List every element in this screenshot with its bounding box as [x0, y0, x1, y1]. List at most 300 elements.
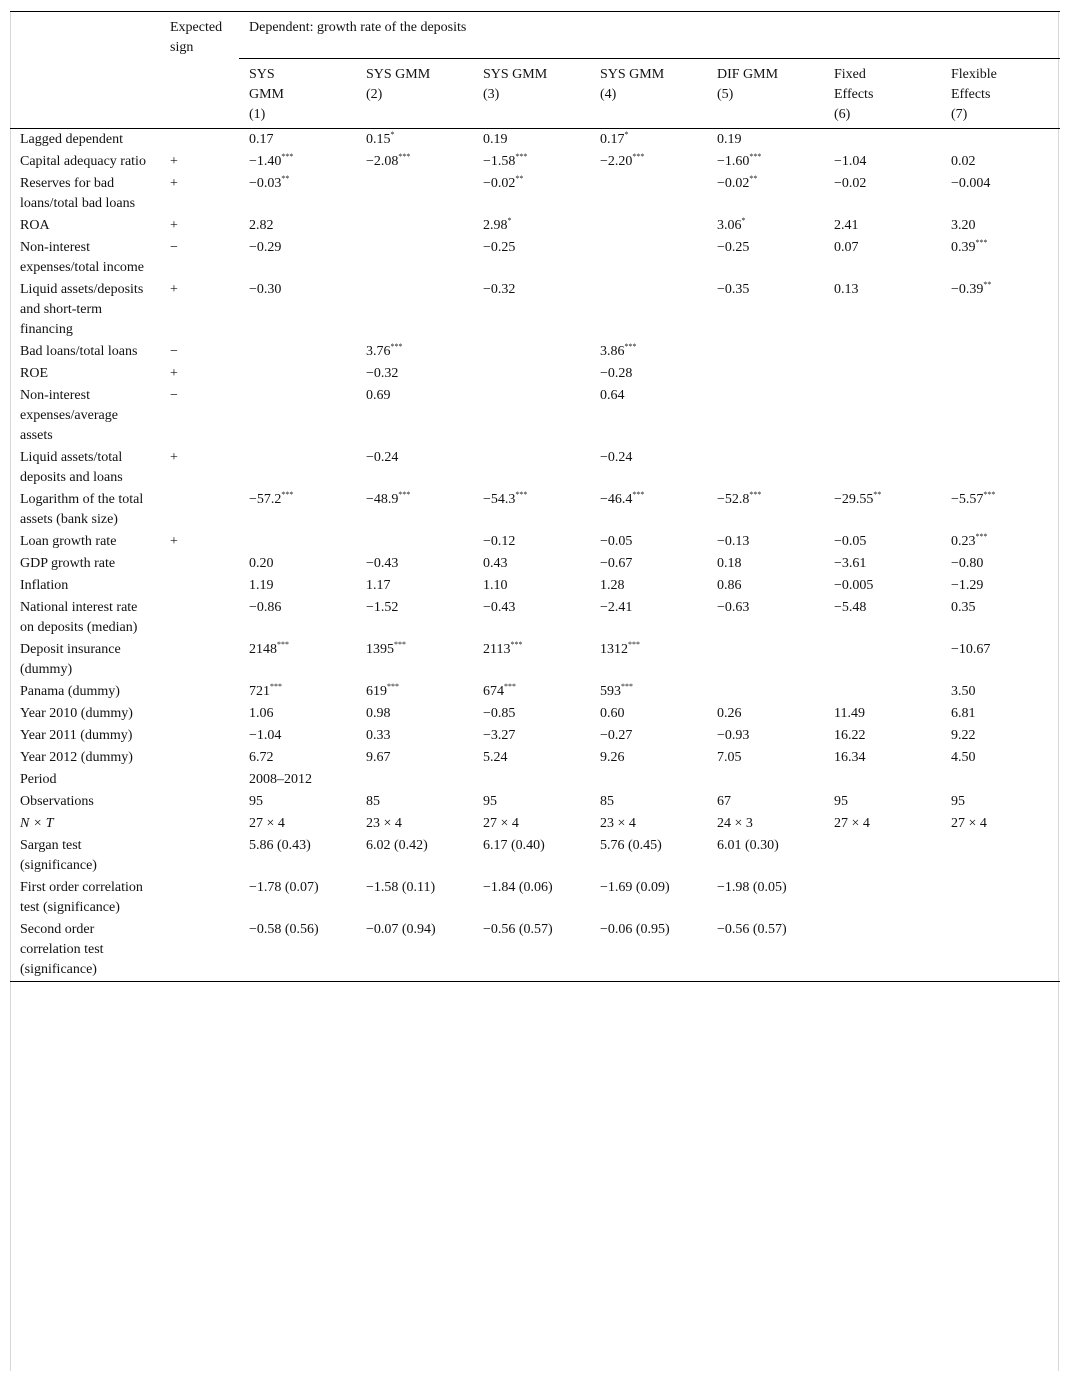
significance-stars: ***: [281, 489, 294, 499]
column-model-name: Fixed Effects: [834, 66, 874, 102]
coefficient-cell: [824, 385, 941, 447]
coefficient-value: −0.02: [717, 175, 750, 191]
coefficient-cell: [707, 835, 824, 877]
table-row: [10, 747, 1060, 769]
expected-sign: [160, 553, 239, 575]
coefficient-value: 24 × 3: [717, 815, 753, 831]
coefficient-value: −0.80: [951, 555, 984, 571]
coefficient-value: 7.05: [717, 749, 742, 765]
expected-sign: −: [170, 343, 178, 359]
coefficient-cell: [356, 279, 473, 341]
coefficient-value: 27 × 4: [834, 815, 870, 831]
coefficient-cell: [239, 531, 356, 553]
coefficient-value: −1.69 (0.09): [600, 879, 670, 895]
coefficient-cell: [707, 553, 824, 575]
coefficient-cell: [356, 575, 473, 597]
coefficient-cell: [707, 791, 824, 813]
coefficient-cell: [707, 279, 824, 341]
expected-sign: [160, 725, 239, 747]
coefficient-cell: [239, 173, 356, 215]
coefficient-cell: [239, 769, 356, 791]
coefficient-value: 4.50: [951, 749, 976, 765]
column-model-name: SYS GMM: [366, 66, 431, 82]
coefficient-cell: [590, 769, 707, 791]
coefficient-value: 5.86 (0.43): [249, 837, 311, 853]
dependent-variable-header: Dependent: growth rate of the deposits: [239, 12, 1060, 59]
coefficient-value: 0.17: [600, 131, 625, 147]
column-header-7: [941, 58, 1060, 128]
coefficient-cell: [941, 747, 1060, 769]
coefficient-cell: [239, 919, 356, 982]
coefficient-cell: [707, 747, 824, 769]
coefficient-value: −46.4: [600, 491, 633, 507]
coefficient-cell: [473, 215, 590, 237]
coefficient-cell: [239, 703, 356, 725]
coefficient-cell: [590, 531, 707, 553]
coefficient-cell: [473, 575, 590, 597]
column-model-number: (3): [483, 86, 500, 102]
expected-sign: [160, 681, 239, 703]
coefficient-cell: [356, 813, 473, 835]
coefficient-value: 2.98: [483, 217, 508, 233]
coefficient-value: −1.04: [834, 153, 867, 169]
column-header-row: [10, 58, 1060, 128]
significance-stars: ***: [398, 151, 411, 161]
coefficient-cell: [941, 877, 1060, 919]
coefficient-value: 0.26: [717, 705, 742, 721]
coefficient-cell: [473, 128, 590, 151]
coefficient-cell: [239, 237, 356, 279]
coefficient-value: −0.85: [483, 705, 516, 721]
coefficient-value: −52.8: [717, 491, 750, 507]
coefficient-value: −0.86: [249, 599, 282, 615]
coefficient-value: 0.17: [249, 131, 274, 147]
table-row: [10, 237, 1060, 279]
coefficient-cell: [941, 128, 1060, 151]
coefficient-cell: [941, 279, 1060, 341]
coefficient-value: −0.24: [366, 449, 399, 465]
significance-stars: ***: [390, 341, 403, 351]
coefficient-value: −0.43: [483, 599, 516, 615]
table-row: [10, 813, 1060, 835]
coefficient-cell: [239, 363, 356, 385]
coefficient-cell: [590, 385, 707, 447]
coefficient-cell: [941, 363, 1060, 385]
coefficient-cell: [473, 279, 590, 341]
column-model-number: (2): [366, 86, 383, 102]
row-label: Year 2010 (dummy): [20, 705, 133, 721]
coefficient-cell: [473, 363, 590, 385]
coefficient-value: −0.27: [600, 727, 633, 743]
coefficient-cell: [356, 597, 473, 639]
row-label: Year 2011 (dummy): [20, 727, 133, 743]
coefficient-cell: [824, 791, 941, 813]
column-model-name: Flexible Effects: [951, 66, 997, 102]
coefficient-value: −2.08: [366, 153, 399, 169]
coefficient-value: −3.27: [483, 727, 516, 743]
coefficient-cell: [356, 151, 473, 173]
column-header-5: [707, 58, 824, 128]
significance-stars: ***: [749, 151, 762, 161]
coefficient-cell: [356, 531, 473, 553]
coefficient-cell: [824, 919, 941, 982]
table-row: [10, 769, 1060, 791]
table-row: [10, 363, 1060, 385]
significance-stars: **: [515, 173, 524, 183]
coefficient-cell: [473, 341, 590, 363]
coefficient-cell: [707, 703, 824, 725]
coefficient-cell: [239, 877, 356, 919]
coefficient-value: 674: [483, 683, 504, 699]
row-label: Liquid assets/deposits and short-term financing: [20, 281, 144, 337]
column-header-6: [824, 58, 941, 128]
row-label: First order correlation test (significance): [20, 879, 143, 915]
coefficient-cell: [707, 489, 824, 531]
expected-sign: [160, 877, 239, 919]
coefficient-value: −0.35: [717, 281, 750, 297]
coefficient-value: 16.34: [834, 749, 866, 765]
table-row: [10, 128, 1060, 151]
table-header: [10, 12, 1060, 129]
coefficient-cell: [941, 919, 1060, 982]
coefficient-cell: [356, 681, 473, 703]
coefficient-value: 0.64: [600, 387, 625, 403]
table-row: [10, 835, 1060, 877]
coefficient-cell: [239, 215, 356, 237]
table-row: [10, 877, 1060, 919]
coefficient-value: 9.67: [366, 749, 391, 765]
significance-stars: ***: [387, 681, 399, 691]
coefficient-cell: [239, 553, 356, 575]
coefficient-cell: [707, 681, 824, 703]
column-header-1: [239, 58, 356, 128]
coefficient-value: 1.10: [483, 577, 508, 593]
coefficient-value: −1.84 (0.06): [483, 879, 553, 895]
coefficient-value: −0.28: [600, 365, 633, 381]
coefficient-cell: [941, 597, 1060, 639]
coefficient-value: −0.05: [834, 533, 867, 549]
significance-stars: *: [741, 215, 746, 225]
table-row: [10, 703, 1060, 725]
coefficient-value: −0.93: [717, 727, 750, 743]
coefficient-value: 0.86: [717, 577, 742, 593]
coefficient-value: 6.81: [951, 705, 976, 721]
row-label: Loan growth rate: [20, 533, 117, 549]
row-label: Sargan test (significance): [20, 837, 97, 873]
coefficient-cell: [824, 173, 941, 215]
coefficient-cell: [707, 237, 824, 279]
coefficient-cell: [824, 575, 941, 597]
expected-sign: [160, 597, 239, 639]
coefficient-value: 27 × 4: [483, 815, 519, 831]
coefficient-cell: [824, 769, 941, 791]
coefficient-cell: [356, 747, 473, 769]
significance-stars: ***: [504, 681, 516, 691]
coefficient-cell: [824, 279, 941, 341]
expected-sign: +: [170, 217, 178, 233]
coefficient-value: 3.20: [951, 217, 976, 233]
row-label: Capital adequacy ratio: [20, 153, 146, 169]
coefficient-cell: [356, 173, 473, 215]
coefficient-value: −10.67: [951, 641, 991, 657]
coefficient-cell: [590, 681, 707, 703]
expected-sign: [160, 703, 239, 725]
coefficient-value: 6.02 (0.42): [366, 837, 428, 853]
coefficient-cell: [473, 597, 590, 639]
coefficient-value: −1.58 (0.11): [366, 879, 436, 895]
row-label: Liquid assets/total deposits and loans: [20, 449, 123, 485]
coefficient-cell: [590, 489, 707, 531]
coefficient-cell: [356, 447, 473, 489]
coefficient-cell: [707, 919, 824, 982]
row-label: Inflation: [20, 577, 69, 593]
coefficient-value: −2.20: [600, 153, 633, 169]
coefficient-cell: [824, 597, 941, 639]
column-model-number: (7): [951, 106, 968, 122]
column-model-number: (5): [717, 86, 734, 102]
column-model-number: (4): [600, 86, 617, 102]
coefficient-cell: [824, 237, 941, 279]
coefficient-cell: [239, 597, 356, 639]
coefficient-cell: [239, 747, 356, 769]
coefficient-cell: [239, 385, 356, 447]
coefficient-cell: [824, 151, 941, 173]
coefficient-value: −57.2: [249, 491, 282, 507]
expected-sign: +: [170, 281, 178, 297]
coefficient-cell: [590, 919, 707, 982]
significance-stars: **: [983, 279, 992, 289]
table-row: [10, 215, 1060, 237]
coefficient-cell: [473, 835, 590, 877]
coefficient-cell: [707, 769, 824, 791]
coefficient-cell: [590, 341, 707, 363]
coefficient-value: 2.41: [834, 217, 859, 233]
coefficient-value: 1.28: [600, 577, 625, 593]
coefficient-cell: [941, 835, 1060, 877]
coefficient-cell: [590, 703, 707, 725]
coefficient-cell: [590, 813, 707, 835]
coefficient-value: 1395: [366, 641, 394, 657]
coefficient-cell: [824, 681, 941, 703]
significance-stars: ***: [277, 639, 289, 649]
coefficient-cell: [473, 791, 590, 813]
table-row: [10, 173, 1060, 215]
coefficient-value: −2.41: [600, 599, 633, 615]
coefficient-cell: [356, 639, 473, 681]
coefficient-value: 721: [249, 683, 270, 699]
coefficient-value: 1312: [600, 641, 628, 657]
coefficient-cell: [356, 489, 473, 531]
column-model-name: SYS GMM: [249, 66, 285, 102]
table-row: [10, 151, 1060, 173]
coefficient-value: 3.86: [600, 343, 625, 359]
coefficient-cell: [239, 151, 356, 173]
column-header-4: [590, 58, 707, 128]
coefficient-value: 1.19: [249, 577, 274, 593]
column-model-name: SYS GMM: [483, 66, 548, 82]
significance-stars: ***: [281, 151, 294, 161]
coefficient-cell: [239, 489, 356, 531]
coefficient-cell: [473, 681, 590, 703]
coefficient-cell: [473, 813, 590, 835]
coefficient-cell: [239, 279, 356, 341]
coefficient-cell: [356, 237, 473, 279]
coefficient-value: 27 × 4: [951, 815, 987, 831]
coefficient-value: −0.25: [717, 239, 750, 255]
expected-sign: +: [170, 365, 178, 381]
coefficient-value: −0.43: [366, 555, 399, 571]
coefficient-cell: [356, 725, 473, 747]
coefficient-value: 5.76 (0.45): [600, 837, 662, 853]
row-label: Bad loans/total loans: [20, 343, 138, 359]
table-row: [10, 531, 1060, 553]
column-model-name: DIF GMM: [717, 66, 779, 82]
significance-stars: *: [624, 129, 629, 139]
coefficient-cell: [239, 835, 356, 877]
coefficient-value: 11.49: [834, 705, 865, 721]
coefficient-cell: [590, 747, 707, 769]
row-label: Logarithm of the total assets (bank size): [20, 491, 144, 527]
coefficient-value: 0.43: [483, 555, 508, 571]
significance-stars: **: [873, 489, 882, 499]
coefficient-value: −0.63: [717, 599, 750, 615]
significance-stars: ***: [975, 531, 988, 541]
coefficient-cell: [707, 447, 824, 489]
row-label: Observations: [20, 793, 94, 809]
coefficient-value: 2113: [483, 641, 511, 657]
coefficient-cell: [590, 835, 707, 877]
coefficient-value: −0.25: [483, 239, 516, 255]
coefficient-cell: [473, 639, 590, 681]
coefficient-cell: [941, 237, 1060, 279]
coefficient-cell: [824, 639, 941, 681]
coefficient-cell: [356, 363, 473, 385]
coefficient-value: −0.30: [249, 281, 282, 297]
coefficient-cell: [590, 237, 707, 279]
coefficient-value: −3.61: [834, 555, 867, 571]
table-row: [10, 341, 1060, 363]
coefficient-cell: [239, 813, 356, 835]
coefficient-cell: [707, 639, 824, 681]
significance-stars: ***: [628, 639, 640, 649]
coefficient-cell: [473, 747, 590, 769]
expected-sign: [160, 835, 239, 877]
coefficient-value: 23 × 4: [600, 815, 636, 831]
coefficient-value: −0.07 (0.94): [366, 921, 436, 937]
significance-stars: ***: [394, 639, 406, 649]
coefficient-cell: [473, 489, 590, 531]
coefficient-cell: [590, 725, 707, 747]
coefficient-value: 0.20: [249, 555, 274, 571]
coefficient-cell: [941, 575, 1060, 597]
table-row: [10, 575, 1060, 597]
coefficient-value: −1.60: [717, 153, 750, 169]
coefficient-value: 0.18: [717, 555, 742, 571]
coefficient-cell: [707, 215, 824, 237]
coefficient-cell: [941, 791, 1060, 813]
coefficient-value: 593: [600, 683, 621, 699]
expected-sign: +: [170, 175, 178, 191]
coefficient-value: −0.12: [483, 533, 516, 549]
coefficient-value: 0.13: [834, 281, 859, 297]
table-row: [10, 385, 1060, 447]
coefficient-value: 619: [366, 683, 387, 699]
row-label: National interest rate on deposits (median): [20, 599, 138, 635]
coefficient-value: 2008–2012: [249, 771, 312, 787]
coefficient-value: 0.39: [951, 239, 976, 255]
coefficient-cell: [824, 489, 941, 531]
coefficient-value: 0.98: [366, 705, 391, 721]
coefficient-value: −0.05: [600, 533, 633, 549]
expected-sign: [160, 128, 239, 151]
coefficient-value: 1.06: [249, 705, 274, 721]
row-label: Deposit insurance (dummy): [20, 641, 121, 677]
corner-cell: [10, 12, 160, 59]
coefficient-value: −1.29: [951, 577, 984, 593]
expected-sign: [160, 919, 239, 982]
significance-stars: *: [507, 215, 512, 225]
coefficient-value: −0.56 (0.57): [717, 921, 787, 937]
coefficient-value: −1.78 (0.07): [249, 879, 319, 895]
significance-stars: **: [281, 173, 290, 183]
coefficient-cell: [707, 128, 824, 151]
column-header-2: [356, 58, 473, 128]
coefficient-cell: [590, 151, 707, 173]
coefficient-cell: [941, 215, 1060, 237]
coefficient-cell: [707, 597, 824, 639]
coefficient-cell: [941, 703, 1060, 725]
coefficient-value: 9.26: [600, 749, 625, 765]
coefficient-value: −1.40: [249, 153, 282, 169]
table-row: [10, 681, 1060, 703]
coefficient-cell: [941, 725, 1060, 747]
coefficient-cell: [824, 553, 941, 575]
coefficient-cell: [824, 747, 941, 769]
coefficient-cell: [356, 835, 473, 877]
row-label: Panama (dummy): [20, 683, 120, 699]
coefficient-value: −0.02: [483, 175, 516, 191]
significance-stars: *: [390, 129, 395, 139]
coefficient-cell: [590, 575, 707, 597]
coefficient-cell: [941, 681, 1060, 703]
coefficient-cell: [824, 341, 941, 363]
coefficient-cell: [707, 341, 824, 363]
coefficient-value: −1.04: [249, 727, 282, 743]
coefficient-value: 3.50: [951, 683, 976, 699]
coefficient-value: 85: [600, 793, 614, 809]
coefficient-cell: [473, 769, 590, 791]
coefficient-value: −29.55: [834, 491, 874, 507]
coefficient-cell: [941, 639, 1060, 681]
coefficient-value: −54.3: [483, 491, 516, 507]
coefficient-cell: [590, 553, 707, 575]
column-header-3: [473, 58, 590, 128]
coefficient-value: −1.58: [483, 153, 516, 169]
coefficient-cell: [590, 447, 707, 489]
coefficient-cell: [590, 877, 707, 919]
significance-stars: ***: [624, 341, 637, 351]
column-model-number: (1): [249, 106, 266, 122]
row-label: Non-interest expenses/total income: [20, 239, 145, 275]
coefficient-cell: [239, 575, 356, 597]
coefficient-cell: [356, 919, 473, 982]
coefficient-value: 0.19: [717, 131, 742, 147]
coefficient-value: −0.13: [717, 533, 750, 549]
coefficient-value: −48.9: [366, 491, 399, 507]
expected-sign: [160, 769, 239, 791]
coefficient-cell: [707, 151, 824, 173]
coefficient-value: −0.32: [483, 281, 516, 297]
